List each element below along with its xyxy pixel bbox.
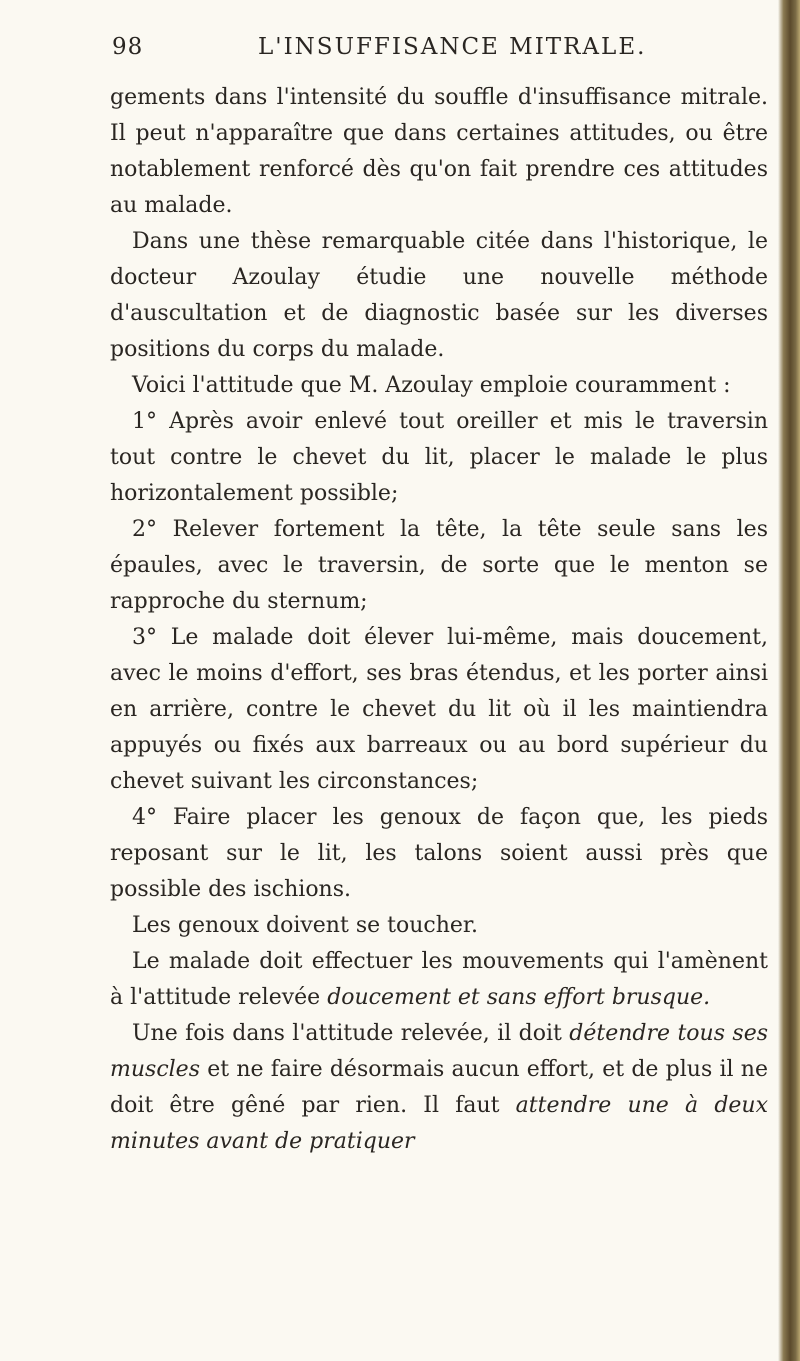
paragraph-10-italic-end: attendre une à deux minutes avant de pratiquer: [110, 1093, 768, 1154]
paragraph-6: 3° Le malade doit élever lui-même, mais doucement, avec le moins d'effort, ses bras étendus, et les porter ainsi en arrière, contre le chevet du lit où il les maintiendra appuyés ou fixés aux barreaux ou au bord supérieur du chevet suivant les circonstances;: [110, 625, 768, 794]
paragraph-10-text-after: et ne faire désormais aucun effort, et de plus il ne doit être gêné par rien. Il faut: [110, 1057, 768, 1118]
page-edge: [778, 0, 800, 1361]
page-number: 98: [112, 34, 144, 60]
paragraph-10: [110, 1016, 768, 1160]
paragraph-1: gements dans l'intensité du souffle d'insuffisance mitrale. Il peut n'apparaître que dans certaines attitudes, ou être notablement renforcé dès qu'on fait prendre ces attitudes au malade.: [110, 85, 768, 218]
paragraph-2: Dans une thèse remarquable citée dans l'historique, le docteur Azoulay étudie une nouvelle méthode d'auscultation et de diagnostic basée sur les diverses positions du corps du malade.: [110, 229, 768, 362]
paragraph-5: 2° Relever fortement la tête, la tête seule sans les épaules, avec le traversin, de sorte que le menton se rapproche du sternum;: [110, 517, 768, 614]
paragraph-9-italic: doucement et sans effort brusque.: [327, 985, 711, 1010]
paragraph-7: 4° Faire placer les genoux de façon que, les pieds reposant sur le lit, les talons soient aussi près que possible des ischions.: [110, 805, 768, 902]
paragraph-9: [110, 944, 768, 1016]
paragraph-10-italic: détendre tous ses muscles: [110, 1021, 768, 1082]
paragraph-4: 1° Après avoir enlevé tout oreiller et mis le traversin tout contre le chevet du lit, placer le malade le plus horizontalement possible;: [110, 409, 768, 506]
paragraph-8: Les genoux doivent se toucher.: [132, 913, 478, 938]
paragraph-9-text: Le malade doit effectuer les mouvements qui l'amènent à l'attitude relevée: [110, 949, 768, 1010]
body-text: [110, 80, 768, 1160]
paragraph-10-text-before: Une fois dans l'attitude relevée, il doit: [132, 1021, 570, 1046]
running-title: L'INSUFFISANCE MITRALE.: [258, 34, 647, 60]
paragraph-3: Voici l'attitude que M. Azoulay emploie couramment :: [132, 373, 731, 398]
page-header: [112, 30, 762, 70]
